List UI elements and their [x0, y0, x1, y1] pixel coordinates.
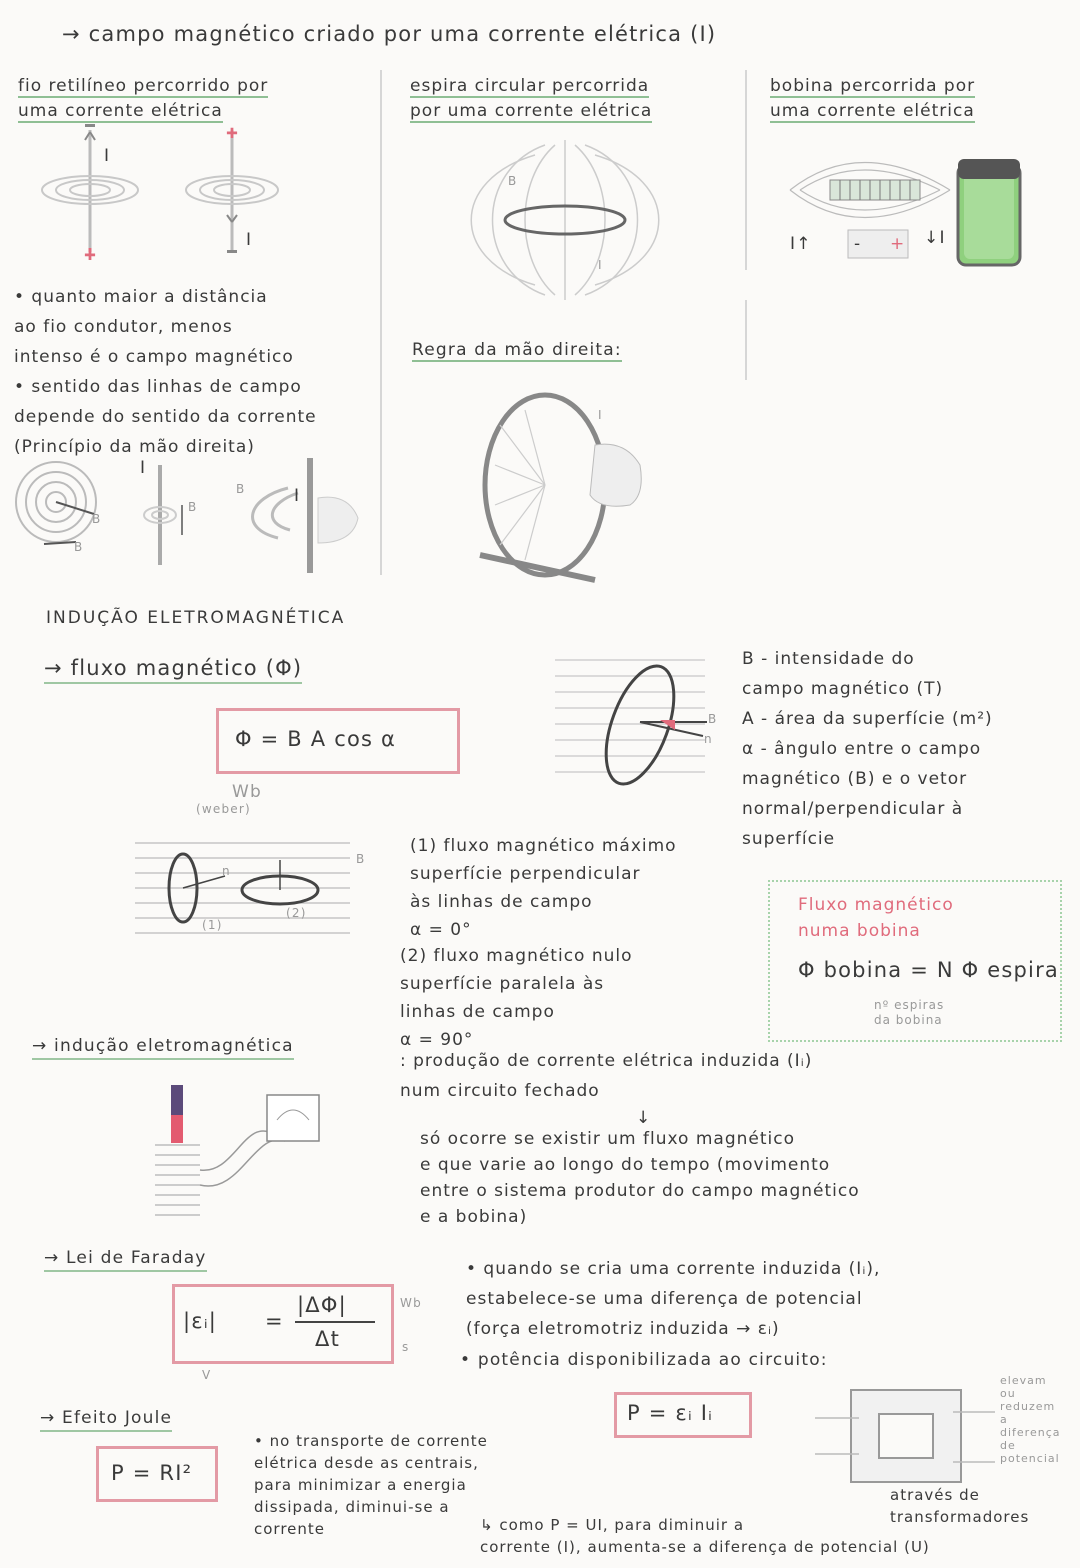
flux-definitions: B - intensidade do campo magnético (T) A - área da superfície (m²) α - ângulo entre o campo magnético (B) e o vetor normal/perpendicular à superfície: [742, 649, 993, 849]
column-divider-2: [745, 70, 747, 270]
joule-label: → Efeito Joule: [40, 1408, 172, 1428]
power-formula: P = εᵢ Iᵢ: [627, 1401, 714, 1425]
coil-flux-note: nº espiras da bobina: [874, 998, 945, 1027]
faraday-unit-wb: Wb: [400, 1296, 422, 1310]
faraday-unit-v: V: [202, 1368, 212, 1382]
current-label-4: I: [294, 486, 301, 506]
magnet-coil-galvanometer-diagram: [145, 1075, 335, 1225]
col1-title: fio retilíneo percorrido por uma corrente elétrica: [18, 76, 269, 121]
joule-formula-box: [96, 1446, 218, 1502]
concentric-field-lines-diagram: [14, 462, 124, 562]
case-fig-b: B: [356, 852, 366, 866]
battery-plus: +: [890, 234, 906, 254]
joule-note: • no transporte de corrente elétrica desde as centrais, para minimizar a energia dissipada, diminui-se a corrente: [254, 1432, 488, 1538]
column-divider-1: [380, 70, 382, 575]
flux-unit-name: (weber): [196, 802, 251, 816]
coil-flux-box: [768, 880, 1062, 1042]
faraday-fraction-bar: [295, 1321, 375, 1323]
flux-label: → fluxo magnético (Φ): [44, 656, 302, 680]
right-hand-rule-title: Regra da mão direita:: [412, 340, 622, 360]
coil-current-right: ↓I: [924, 228, 946, 248]
case-fig-2: (2): [286, 906, 307, 920]
flux-case-null: (2) fluxo magnético nulo superfície paralela às linhas de campo α = 90°: [400, 946, 633, 1050]
flux-case-max: (1) fluxo magnético máximo superfície perpendicular às linhas de campo α = 0°: [410, 836, 677, 940]
flux-cases-diagram: [135, 838, 365, 938]
faraday-denominator: Δt: [315, 1327, 340, 1351]
case-fig-n1: n: [222, 864, 231, 878]
wire-current-label-1: I: [104, 146, 111, 166]
coil-current-left: I↑: [790, 234, 812, 254]
faraday-label: → Lei de Faraday: [44, 1248, 207, 1268]
coil-flux-title: Fluxo magnético numa bobina: [798, 895, 954, 941]
flux-angle-diagram: [545, 650, 735, 785]
flux-formula: Φ = B A cos α: [235, 727, 397, 751]
page-header: → campo magnético criado por uma corrente elétrica (I): [62, 22, 717, 46]
loop-i-label: I: [598, 258, 603, 272]
right-hand-rule-diagram: [228, 458, 368, 573]
b-label-2: B: [74, 540, 84, 554]
faraday-formula-box: [172, 1284, 394, 1364]
transformer-through-note: através de transformadores: [890, 1486, 1030, 1526]
circular-loop-field-diagram: [455, 140, 675, 300]
em-induction-definition: : produção de corrente elétrica induzida (Iᵢ) num circuito fechado: [400, 1051, 813, 1101]
em-induction-arrow: ↓: [636, 1108, 652, 1128]
column-divider-2b: [745, 300, 747, 380]
joule-formula: P = RI²: [111, 1461, 193, 1485]
current-label-3: I: [140, 458, 147, 478]
b-label-3: B: [188, 500, 198, 514]
transformer-side-note: elevam ou reduzem a diferença de potencial: [1000, 1374, 1061, 1465]
svg-text:✚: ✚: [226, 126, 238, 142]
col2-title: espira circular percorrida por uma corrente elétrica: [410, 76, 653, 121]
loop-right-hand-diagram: [480, 385, 650, 585]
transformer-diagram: [815, 1382, 995, 1492]
power-formula-box: [614, 1392, 752, 1438]
wire-current-label-2: I: [246, 230, 253, 250]
faraday-equals: =: [265, 1309, 284, 1333]
flux-formula-box: [216, 708, 460, 774]
flux-unit: Wb: [232, 782, 263, 802]
solenoid-diagram: [790, 145, 1030, 265]
faraday-bullet-1: • quando se cria uma corrente induzida (Iᵢ), estabelece-se uma diferença de potencial (força eletromotriz induzida → εᵢ): [466, 1259, 881, 1339]
angle-fig-b: B: [708, 712, 718, 726]
em-induction-label: → indução eletromagnética: [32, 1036, 294, 1056]
faraday-lhs: |εᵢ|: [183, 1309, 218, 1333]
battery-minus: -: [854, 234, 862, 254]
loop-b-label: B: [508, 174, 518, 188]
col1-notes: • quanto maior a distância ao fio condutor, menos intenso é o campo magnético • sentido das linhas de campo depende do sentido da corrente (Princípio da mão direita): [14, 287, 317, 457]
angle-fig-n: n: [704, 732, 713, 746]
coil-flux-formula: Φ bobina = N Φ espira: [798, 958, 1059, 982]
b-label-1: B: [92, 512, 102, 526]
svg-text:✚: ✚: [84, 248, 96, 264]
induction-heading: INDUÇÃO ELETROMAGNÉTICA: [46, 608, 346, 628]
faraday-bullet-2: • potência disponibilizada ao circuito:: [460, 1350, 828, 1370]
faraday-numerator: |ΔΦ|: [297, 1293, 347, 1317]
straight-wire-field-diagram: [30, 122, 270, 262]
faraday-unit-s: s: [402, 1340, 410, 1354]
loop-i-label-2: I: [598, 408, 603, 422]
col3-title: bobina percorrida por uma corrente elétrica: [770, 76, 976, 121]
joule-footer: ↳ como P = UI, para diminuir a corrente (I), aumenta-se a diferença de potencial (U): [480, 1516, 930, 1556]
b-label-4: B: [236, 482, 246, 496]
em-induction-condition: só ocorre se existir um fluxo magnético e que varie ao longo do tempo (movimento entre o sistema produtor do campo magnético e a bobina): [420, 1129, 860, 1227]
case-fig-1: (1): [202, 918, 223, 932]
wire-field-side-diagram: [138, 460, 218, 570]
